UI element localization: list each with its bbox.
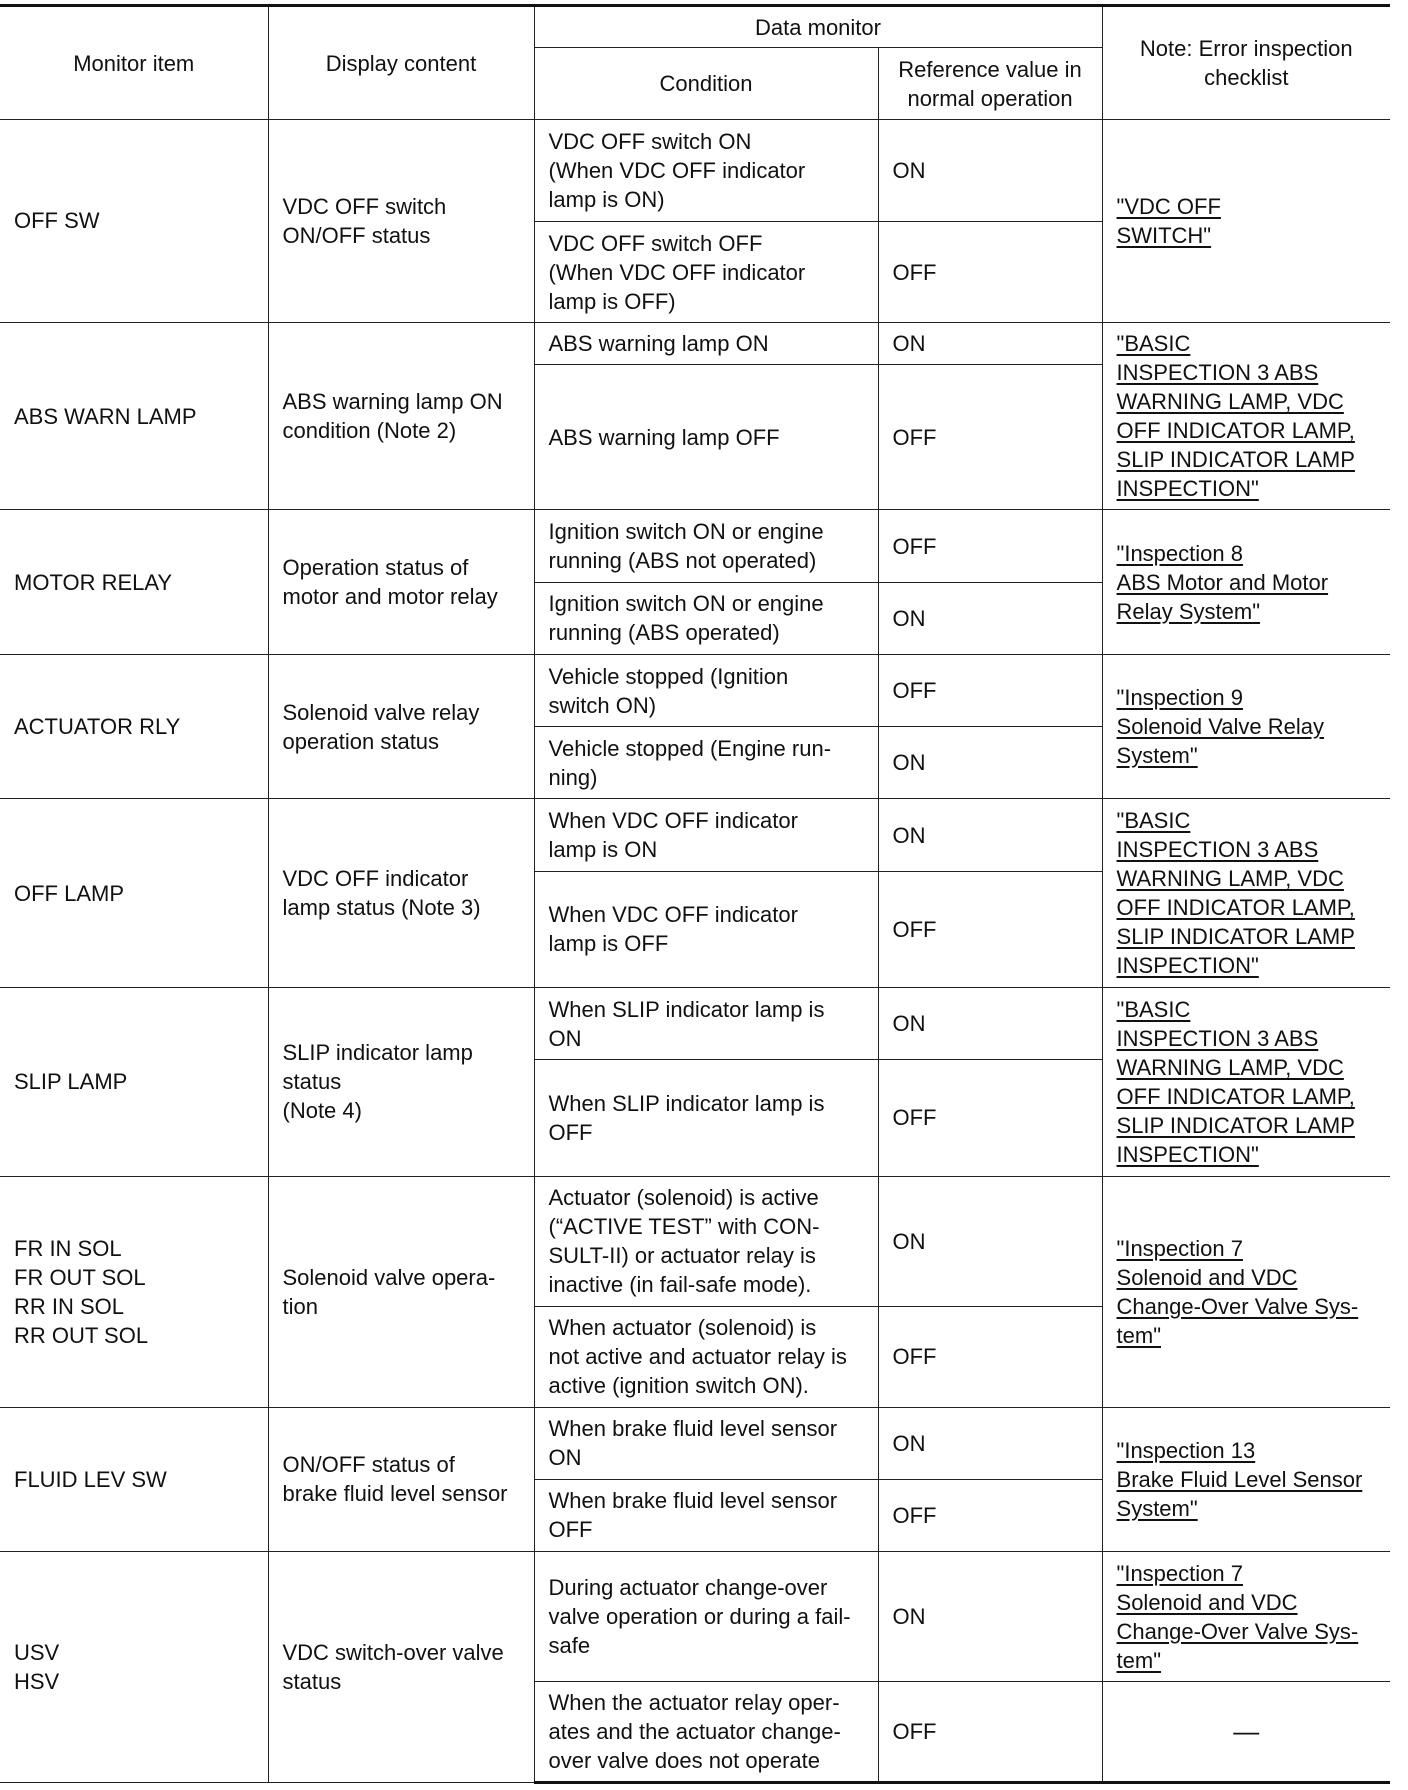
reference-value: OFF xyxy=(878,1682,1102,1783)
reference-value: OFF xyxy=(878,510,1102,582)
table-row xyxy=(0,1176,1390,1306)
condition-cell: When brake fluid level sensor OFF xyxy=(534,1479,878,1551)
reference-value: ON xyxy=(878,988,1102,1060)
condition-cell: When SLIP indicator lamp is OFF xyxy=(534,1060,878,1176)
monitor-item: ACTUATOR RLY xyxy=(0,654,268,799)
condition-cell: When brake fluid level sensor ON xyxy=(534,1407,878,1479)
monitor-item: USV HSV xyxy=(0,1552,268,1783)
condition-cell: ABS warning lamp ON xyxy=(534,322,878,364)
reference-value: ON xyxy=(878,727,1102,799)
data-monitor-table xyxy=(0,4,1390,1784)
display-content: ON/OFF status of brake fluid level sensor xyxy=(268,1407,534,1552)
monitor-item: MOTOR RELAY xyxy=(0,510,268,655)
monitor-item: FLUID LEV SW xyxy=(0,1407,268,1552)
table-row xyxy=(0,654,1390,726)
reference-value: OFF xyxy=(878,1060,1102,1176)
display-content: Operation status of motor and motor relay xyxy=(268,510,534,655)
table-row xyxy=(0,510,1390,582)
reference-value: ON xyxy=(878,322,1102,364)
condition-cell: ABS warning lamp OFF xyxy=(534,364,878,510)
header-reference-value: Reference value in normal operation xyxy=(878,48,1102,120)
reference-value: OFF xyxy=(878,1307,1102,1407)
monitor-item: SLIP LAMP xyxy=(0,988,268,1177)
reference-value: ON xyxy=(878,1552,1102,1682)
condition-cell: Ignition switch ON or engine running (ABS operated) xyxy=(534,582,878,654)
reference-value: ON xyxy=(878,582,1102,654)
header-display-content: Display content xyxy=(268,6,534,120)
display-content: Solenoid valve opera- tion xyxy=(268,1176,534,1407)
inspection-link[interactable]: "Inspection 8 ABS Motor and Motor Relay System" xyxy=(1116,540,1329,624)
display-content: VDC switch-over valve status xyxy=(268,1552,534,1783)
condition-cell: When SLIP indicator lamp is ON xyxy=(534,988,878,1060)
inspection-link[interactable]: "BASIC INSPECTION 3 ABS WARNING LAMP, VDC OFF INDICATOR LAMP, SLIP INDICATOR LAMP INSPECTION" xyxy=(1116,331,1355,502)
display-content: SLIP indicator lamp status (Note 4) xyxy=(268,988,534,1177)
display-content: ABS warning lamp ON condition (Note 2) xyxy=(268,322,534,510)
header-data-monitor: Data monitor xyxy=(534,6,1102,48)
inspection-link[interactable]: "Inspection 9 Solenoid Valve Relay System" xyxy=(1116,685,1325,769)
condition-cell: During actuator change-over valve operation or during a fail- safe xyxy=(534,1552,878,1682)
inspection-link[interactable]: "VDC OFF SWITCH" xyxy=(1116,193,1221,248)
reference-value: OFF xyxy=(878,1479,1102,1551)
reference-value: OFF xyxy=(878,871,1102,987)
reference-value: ON xyxy=(878,1407,1102,1479)
condition-cell: When the actuator relay oper- ates and the actuator change- over valve does not operate xyxy=(534,1682,878,1783)
inspection-link[interactable]: "Inspection 7 Solenoid and VDC Change-Over Valve Sys- tem" xyxy=(1116,1235,1359,1348)
condition-cell: When VDC OFF indicator lamp is ON xyxy=(534,799,878,871)
condition-cell: Actuator (solenoid) is active (“ACTIVE TEST” with CON- SULT-II) or actuator relay is inactive (in fail-safe mode). xyxy=(534,1176,878,1306)
monitor-item: FR IN SOL FR OUT SOL RR IN SOL RR OUT SOL xyxy=(0,1176,268,1407)
condition-cell: Vehicle stopped (Engine run- ning) xyxy=(534,727,878,799)
condition-cell: When VDC OFF indicator lamp is OFF xyxy=(534,871,878,987)
inspection-link[interactable]: "BASIC INSPECTION 3 ABS WARNING LAMP, VDC OFF INDICATOR LAMP, SLIP INDICATOR LAMP INSPECTION" xyxy=(1116,808,1355,979)
header-condition: Condition xyxy=(534,48,878,120)
reference-value: ON xyxy=(878,1176,1102,1306)
condition-cell: VDC OFF switch OFF (When VDC OFF indicator lamp is OFF) xyxy=(534,222,878,322)
reference-value: OFF xyxy=(878,654,1102,726)
reference-value: OFF xyxy=(878,364,1102,510)
display-content: VDC OFF switch ON/OFF status xyxy=(268,120,534,323)
monitor-item: ABS WARN LAMP xyxy=(0,322,268,510)
display-content: Solenoid valve relay operation status xyxy=(268,654,534,799)
table-row xyxy=(0,322,1390,364)
no-inspection-dash: — xyxy=(1233,1716,1260,1747)
reference-value: ON xyxy=(878,799,1102,871)
display-content: VDC OFF indicator lamp status (Note 3) xyxy=(268,799,534,988)
header-monitor-item: Monitor item xyxy=(0,6,268,120)
table-row xyxy=(0,799,1390,871)
monitor-item: OFF LAMP xyxy=(0,799,268,988)
table-row xyxy=(0,1552,1390,1682)
table-row xyxy=(0,988,1390,1060)
inspection-link[interactable]: "Inspection 7 Solenoid and VDC Change-Over Valve Sys- tem" xyxy=(1116,1560,1359,1673)
condition-cell: When actuator (solenoid) is not active and actuator relay is active (ignition switch ON). xyxy=(534,1307,878,1407)
condition-cell: Vehicle stopped (Ignition switch ON) xyxy=(534,654,878,726)
reference-value: OFF xyxy=(878,222,1102,322)
condition-cell: VDC OFF switch ON (When VDC OFF indicator lamp is ON) xyxy=(534,120,878,222)
inspection-link[interactable]: "Inspection 13 Brake Fluid Level Sensor System" xyxy=(1116,1437,1363,1521)
inspection-link[interactable]: "BASIC INSPECTION 3 ABS WARNING LAMP, VDC OFF INDICATOR LAMP, SLIP INDICATOR LAMP INSPECTION" xyxy=(1116,996,1355,1167)
condition-cell: Ignition switch ON or engine running (ABS not operated) xyxy=(534,510,878,582)
monitor-item: OFF SW xyxy=(0,120,268,323)
table-row xyxy=(0,1407,1390,1479)
reference-value: ON xyxy=(878,120,1102,222)
header-note: Note: Error inspection checklist xyxy=(1102,6,1390,120)
table-row xyxy=(0,120,1390,222)
